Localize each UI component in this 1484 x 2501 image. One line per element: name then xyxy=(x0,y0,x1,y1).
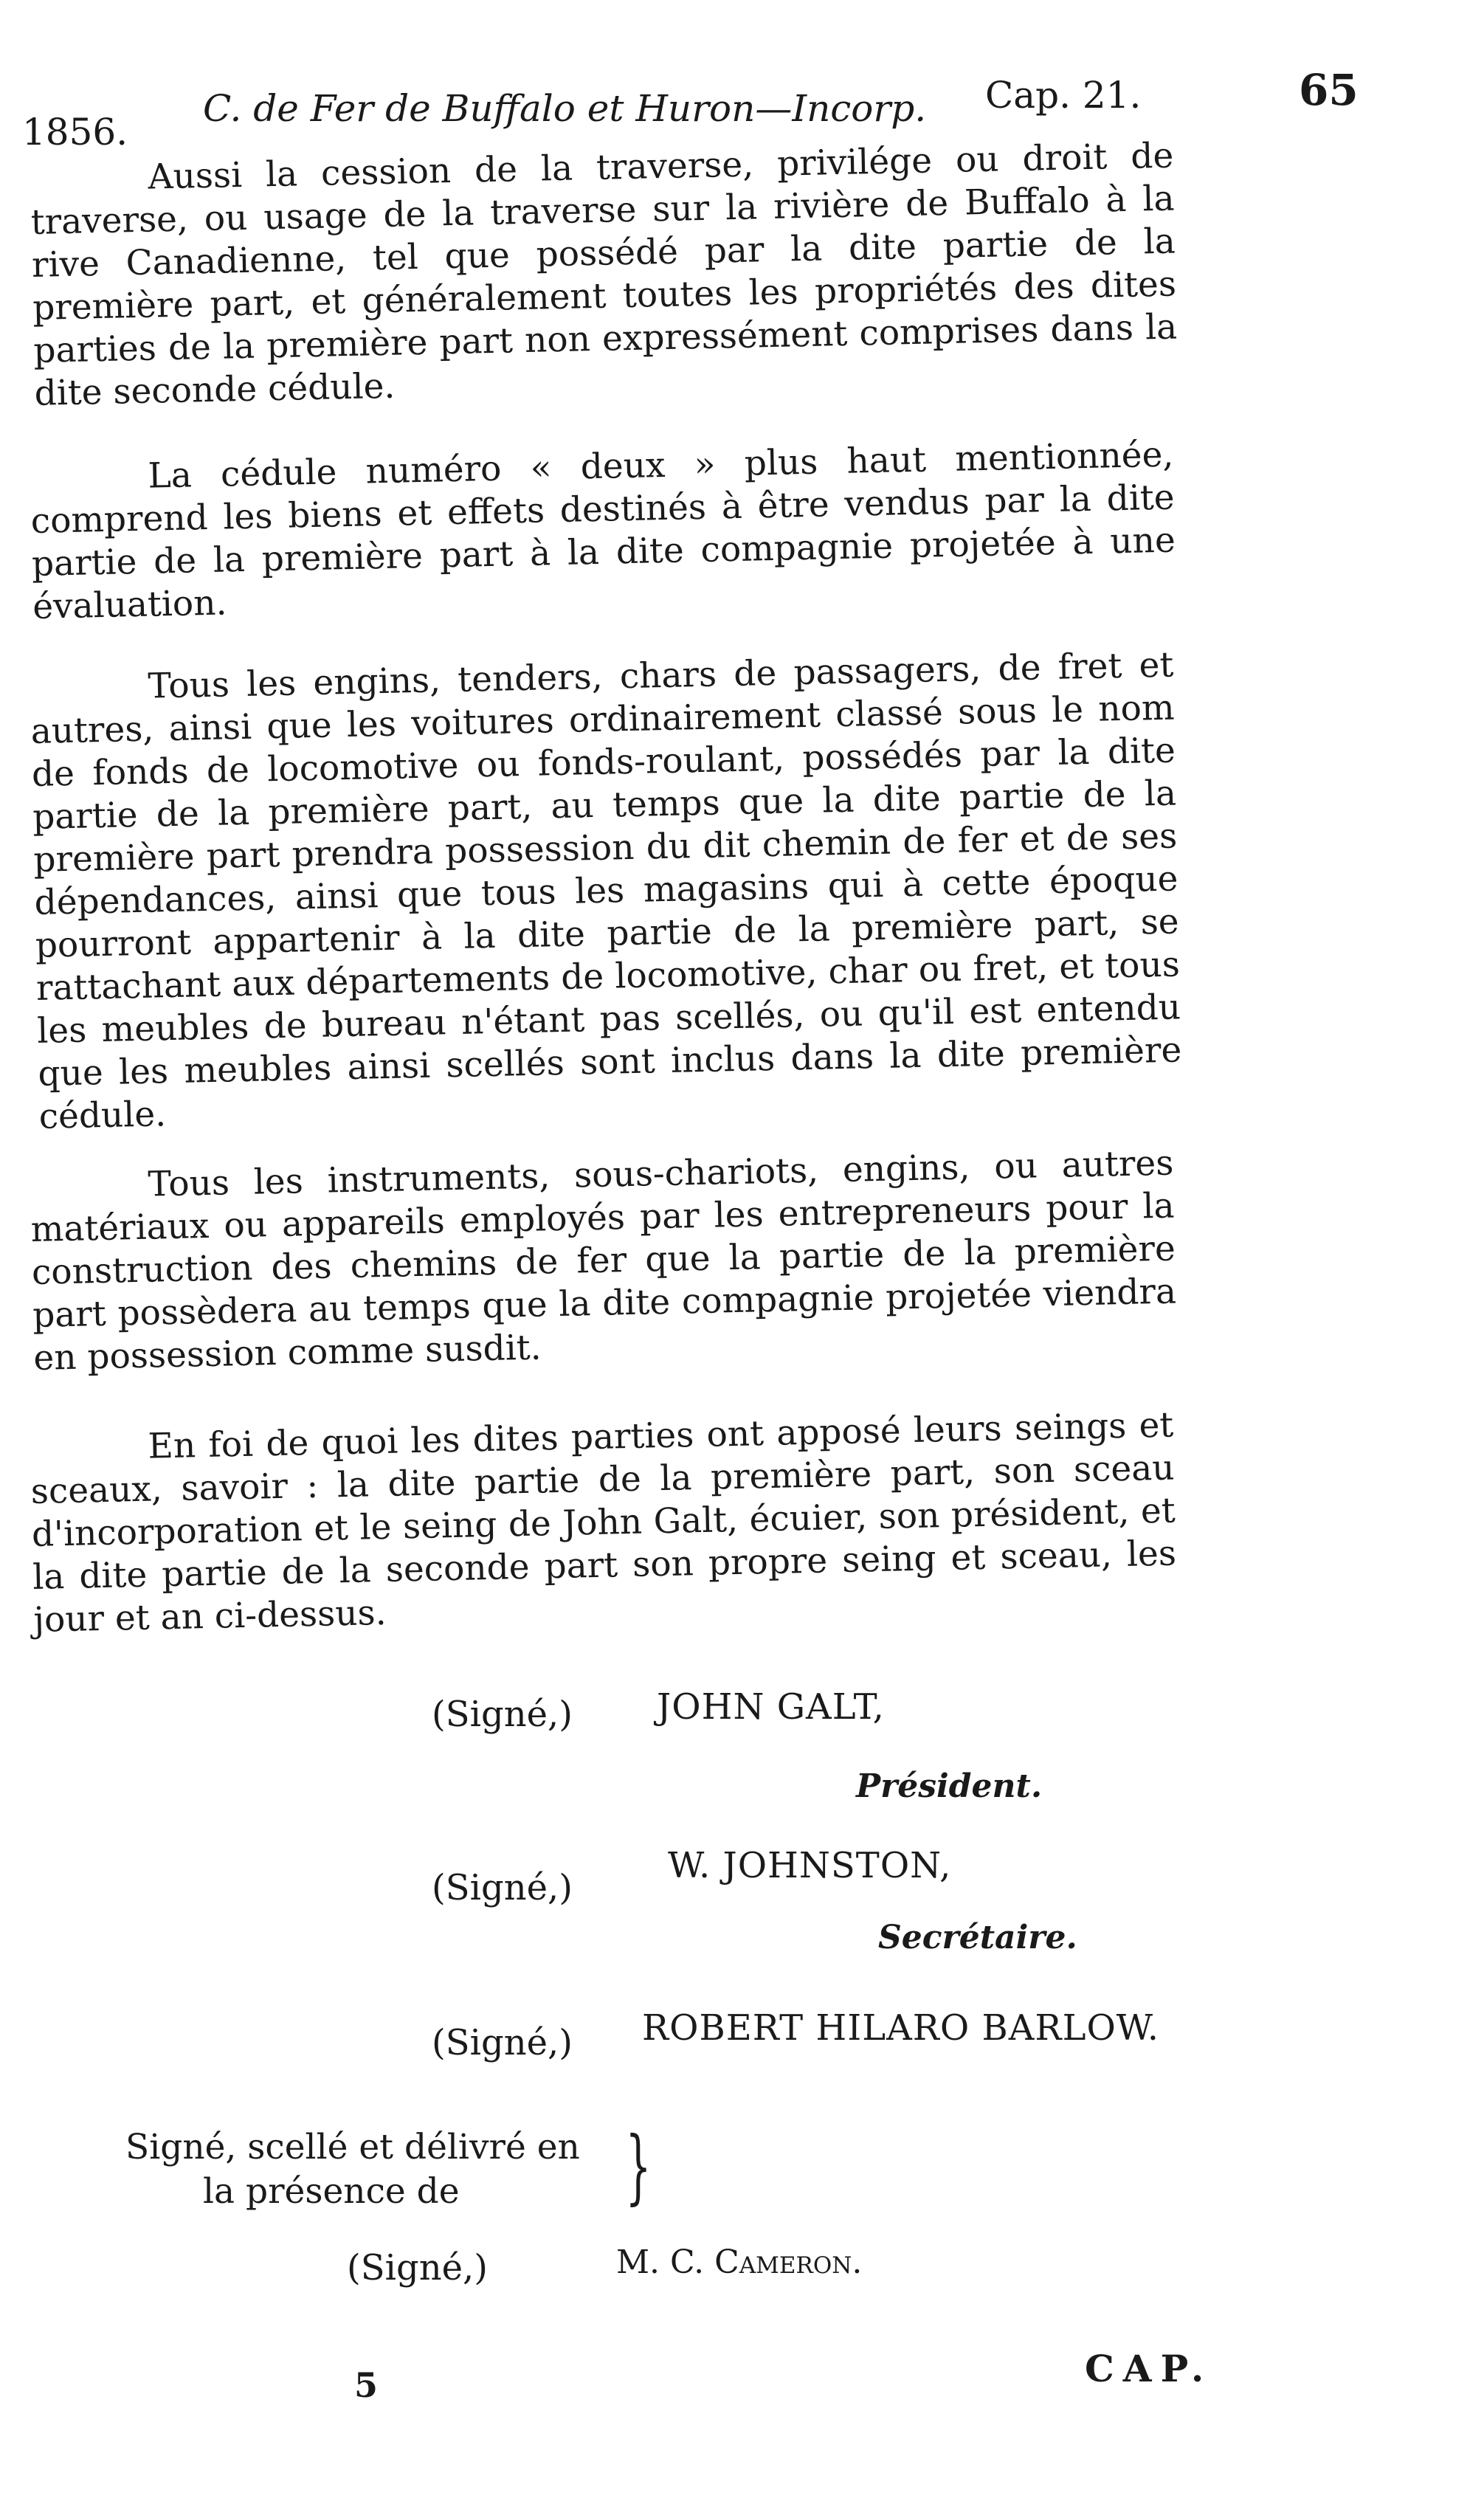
paragraph-engins: Tous les engins, tenders, chars de passagers, de fret et autres, ainsi que les voitures ordinairement classé sous le nom de fonds de locomotive ou fonds-roulant, possédés par la dite partie de la première part, au temps que la dite partie de la première part prendra possession du dit chemin de fer et de ses dépendances, ainsi que tous les magasins qui à cette époque pourront appartenir à la dite partie de la première part, se rattachant aux départements de locomotive, char ou fret, et tous les meubles de bureau n'étant pas scellés, ou qu'il est entendu que les meubles ainsi scellés sont inclus dans la dite première cédule. xyxy=(30,644,1182,1137)
header-chapter: Cap. 21. xyxy=(985,74,1142,117)
catchword: CAP. xyxy=(1085,2347,1213,2390)
paragraph-traverse: Aussi la cession de la traverse, privilége ou droit de traverse, ou usage de la traverse sur la rivière de Buffalo à la rive Canadienne, tel que possédé par la dite partie de la première part, et généralement toutes les propriétés des dites parties de la première part non expressément comprises dans la dite seconde cédule. xyxy=(30,135,1178,414)
signature-title-president: Président. xyxy=(856,1767,1043,1805)
witness-line-1: Signé, scellé et délivré en xyxy=(125,2127,580,2167)
signature-mark: 5 xyxy=(354,2365,379,2405)
signature-name-johnston: W. JOHNSTON, xyxy=(668,1845,952,1886)
paragraph-instruments: Tous les instruments, sous-chariots, engins, ou autres matériaux ou appareils employés par les entrepreneurs pour la construction des chemins de fer que la partie de la première part possèdera au temps que la dite compagnie projetée viendra en possession comme susdit. xyxy=(30,1142,1177,1379)
witness-clause xyxy=(125,2125,580,2214)
signature-name-barlow: ROBERT HILARO BARLOW. xyxy=(642,2007,1159,2049)
signature-signed-label: (Signé,) xyxy=(432,1694,573,1735)
witness-line-2: la présence de xyxy=(203,2171,460,2212)
page-number: 65 xyxy=(1299,65,1359,115)
curly-brace-icon: } xyxy=(625,2119,652,2213)
witness-signed-label: (Signé,) xyxy=(347,2247,488,2288)
witness-name-cameron: M. C. Cameron. xyxy=(616,2243,863,2281)
paragraph-en-foi: En foi de quoi les dites parties ont apposé leurs seings et sceaux, savoir : la dite partie de la première part, son sceau d'incorporation et le seing de John Galt, écuier, son président, et la dite partie de la seconde part son propre seing et sceau, les jour et an ci-dessus. xyxy=(30,1404,1177,1641)
header-title: C. de Fer de Buffalo et Huron—Incorp. xyxy=(203,87,927,130)
signature-signed-label: (Signé,) xyxy=(432,1867,573,1908)
paragraph-cedule-deux: La cédule numéro « deux » plus haut mentionnée, comprend les biens et effets destinés à être vendus par la dite partie de la première part à la dite compagnie projetée à une évaluation. xyxy=(30,434,1176,627)
signature-signed-label: (Signé,) xyxy=(432,2022,573,2063)
signature-title-secretaire: Secrétaire. xyxy=(878,1919,1077,1956)
header-year: 1856. xyxy=(22,111,128,153)
signature-name-galt: JOHN GALT, xyxy=(657,1686,885,1728)
